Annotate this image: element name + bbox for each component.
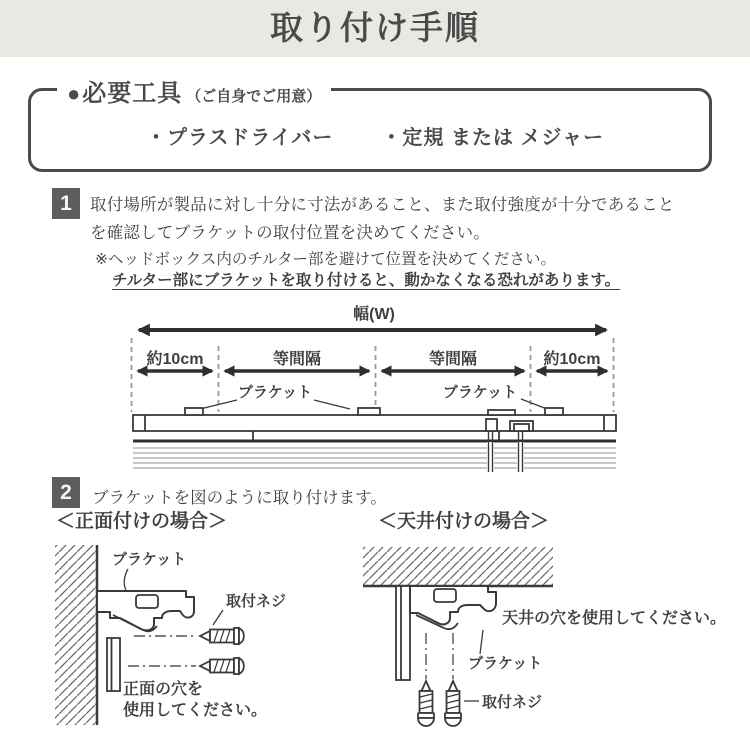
front-mount-figure	[50, 543, 355, 743]
page-header	[0, 0, 750, 57]
step-1-text	[90, 191, 730, 247]
tool-list	[31, 121, 709, 150]
bracket-leader	[124, 569, 128, 590]
step-1-line2: を確認してブラケットの取付位置を決めてください。	[90, 224, 490, 242]
mounting-screw-2	[200, 658, 244, 674]
bracket-label-right: ブラケット	[442, 384, 518, 401]
ceiling-hole-note: 天井の穴を使用してください。	[502, 610, 727, 627]
screw-label: 取付ネジ	[482, 694, 543, 711]
page-title: 取り付け手順	[270, 9, 480, 46]
left-margin-label: 約10cm	[146, 351, 204, 368]
tool-item-ruler: ・定規 または メジャー	[381, 127, 605, 149]
tilter-cover	[488, 410, 515, 415]
front-mount-heading: ＜正面付けの場合＞	[56, 511, 228, 532]
width-label: 幅(W)	[353, 306, 395, 323]
bracket-tab-1	[185, 408, 203, 415]
required-tools-title: 必要工具	[82, 80, 183, 107]
bracket-label-left: ブラケット	[237, 384, 313, 401]
front-hole-note-line2: 使用してください。	[123, 702, 268, 719]
ceiling-mount-heading: ＜天井付けの場合＞	[378, 511, 550, 532]
step-1-line1: 取付場所が製品に対し十分に寸法があること、また取付強度が十分であること	[90, 196, 675, 214]
bracket-drawing	[97, 591, 194, 691]
headbox-drawing	[133, 408, 616, 472]
bracket-position-diagram	[100, 298, 640, 475]
screw-leader	[213, 610, 223, 625]
mounting-screw-2	[445, 681, 461, 726]
ceiling-mount-figure	[360, 543, 740, 743]
step-1-note: ※ヘッドボックス内のチルター部を避けて位置を決めてください。	[95, 251, 556, 268]
step-2-badge: 2	[52, 477, 80, 508]
mounting-screw-1	[200, 628, 244, 644]
equal-spacing-label-right: 等間隔	[428, 351, 478, 368]
step-1-badge: 1	[52, 188, 80, 219]
bracket-leader	[480, 630, 483, 654]
bracket-label: ブラケット	[468, 655, 543, 672]
tool-item-screwdriver: ・プラスドライバー	[146, 127, 334, 149]
equal-spacing-label-left: 等間隔	[272, 351, 322, 368]
required-tools-box	[28, 80, 712, 172]
ceiling-hatch	[363, 547, 553, 586]
bracket-tab-3	[545, 408, 563, 415]
required-tools-heading	[57, 73, 331, 108]
required-tools-note: （ご自身でご用意）	[186, 88, 322, 105]
right-margin-label: 約10cm	[543, 351, 601, 368]
step-1-warning: チルター部にブラケットを取り付けると、動かなくなる恐れがあります。	[112, 272, 621, 289]
front-hole-note-line1: 正面の穴を	[123, 681, 204, 698]
mounting-screw-1	[418, 681, 434, 726]
tilter-part-1	[486, 419, 497, 431]
dashed-guides	[132, 338, 614, 412]
bracket-tab-2	[358, 408, 380, 415]
bracket-label: ブラケット	[112, 551, 187, 568]
wall-hatch	[55, 545, 97, 725]
bullet-icon: ●	[67, 81, 81, 106]
screw-label: 取付ネジ	[226, 593, 287, 610]
step-2-text: ブラケットを図のように取り付けます。	[92, 489, 387, 507]
